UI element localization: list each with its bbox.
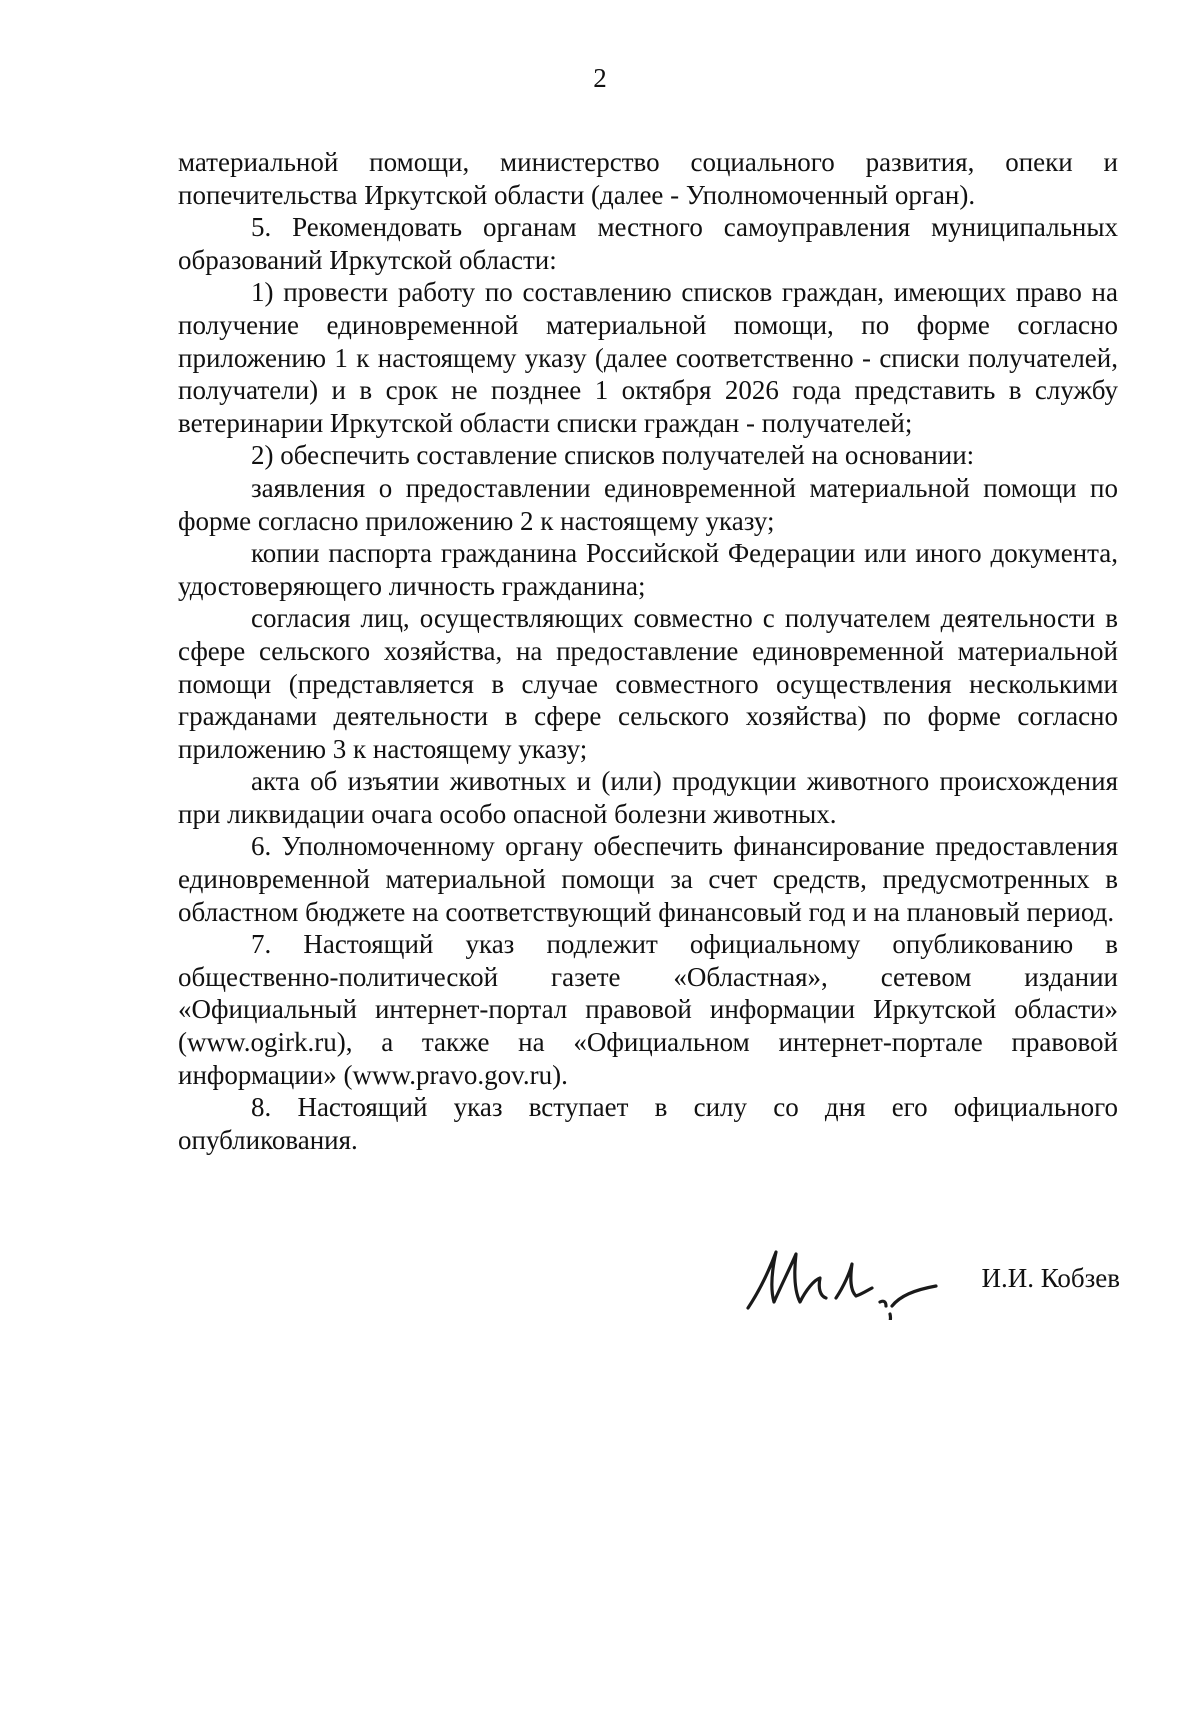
paragraph-subitem-1: 1) провести работу по составлению списков граждан, имеющих право на получение единовременной материальной помощи, по форме согласно приложению 1 к настоящему указу (далее соответственно - списки получателей, получатели) и в срок не позднее 1 октября 2026 года представить в службу ветеринарии Иркутской области списки граждан - получателей; (178, 277, 1118, 438)
paragraph-item-8: 8. Настоящий указ вступает в силу со дня его официального опубликования. (178, 1092, 1118, 1155)
paragraph-seizure-act: акта об изъятии животных и (или) продукции животного происхождения при ликвидации очага особо опасной болезни животных. (178, 766, 1118, 829)
paragraph-application: заявления о предоставлении единовременной материальной помощи по форме согласно приложению 2 к настоящему указу; (178, 472, 1118, 536)
paragraph-subitem-2: 2) обеспечить составление списков получателей на основании: (251, 440, 975, 471)
paragraph-continuation: материальной помощи, министерство социального развития, опеки и попечительства Иркутской области (далее - Уполномоченный орган). (178, 147, 1118, 210)
signature-block (740, 1240, 1120, 1330)
paragraph-item-7: 7. Настоящий указ подлежит официальному опубликованию в общественно-политической газете «Областная», сетевом издании «Официальный интернет-портал правовой информации Иркутской области» (www.ogirk.ru), а также на «Официальном интернет-портале правовой информации» (www.pravo.gov.ru). (178, 929, 1118, 1090)
paragraph-consent: согласия лиц, осуществляющих совместно с получателем деятельности в сфере сельского хозяйства, на предоставление единовременной материальной помощи (представляется в случае совместного осуществления несколькими гражданами деятельности в сфере сельского хозяйства) по форме согласно приложению 3 к настоящему указу; (178, 603, 1118, 764)
page-number: 2 (593, 63, 607, 93)
paragraph-item-6: 6. Уполномоченному органу обеспечить финансирование предоставления единовременной материальной помощи за счет средств, предусмотренных в областном бюджете на соответствующий финансовый год и на плановый период. (178, 831, 1118, 927)
paragraph-passport-copy: копии паспорта гражданина Российской Федерации или иного документа, удостоверяющего личность гражданина; (178, 538, 1118, 601)
document-body (178, 146, 1118, 1156)
handwritten-signature (740, 1240, 940, 1320)
paragraph-item-5: 5. Рекомендовать органам местного самоуправления муниципальных образований Иркутской области: (178, 212, 1118, 275)
signer-name: И.И. Кобзев (981, 1263, 1120, 1293)
